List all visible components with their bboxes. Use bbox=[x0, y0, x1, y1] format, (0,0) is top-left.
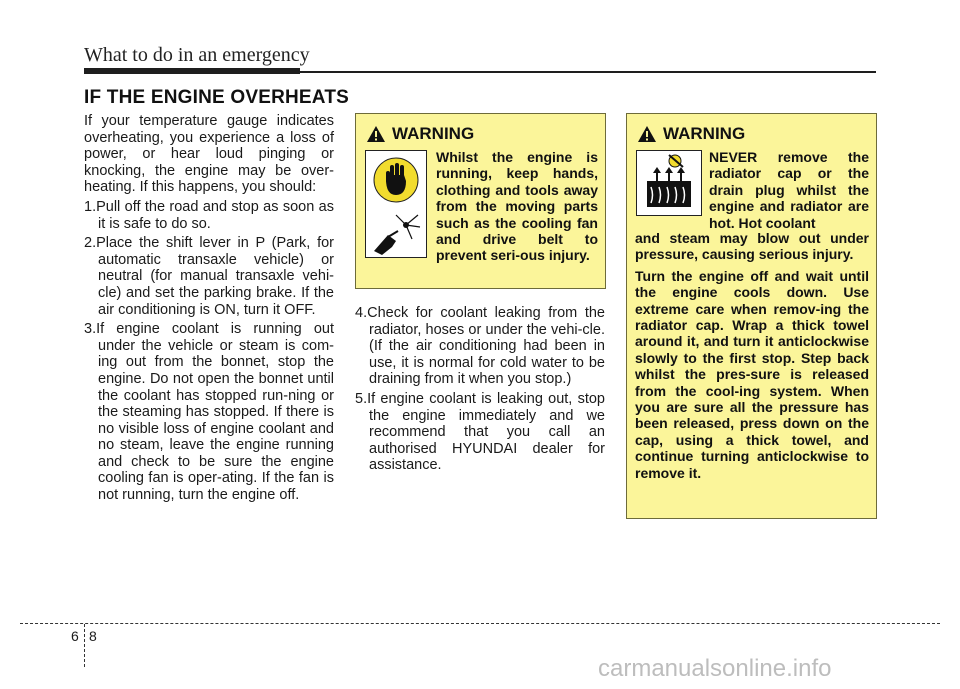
warning-header bbox=[366, 124, 474, 144]
step-5: 5.If engine coolant is leaking out, stop the engine immediately and we recommend that you call an authorised HYUNDAI dealer for assistance. bbox=[355, 390, 605, 474]
header-rule bbox=[84, 68, 876, 74]
header-rule-thick bbox=[84, 68, 300, 74]
footer-rule bbox=[20, 623, 940, 624]
warning-triangle-icon bbox=[637, 125, 657, 143]
page-chapter-number: 6 bbox=[71, 628, 79, 644]
warning-pictogram bbox=[365, 150, 427, 258]
warning-header bbox=[637, 124, 745, 144]
watermark: carmanualsonline.info bbox=[598, 655, 832, 682]
warning-text-top: NEVER remove the radiator cap or the drain plug whilst the engine and radiator are hot. Hot coolant bbox=[709, 149, 869, 231]
column-1 bbox=[84, 113, 334, 507]
warning-text-paragraph-2: Turn the engine off and wait until the engine cools down. Use extreme care when remov-ing the radiator cap. Wrap a thick towel around it, and turn it anticlockwise slowly to the first stop. Step back whilst the pres-sure is released from the cool-ing system. When you are sure all the pressure has been released, press down on the cap, using a thick towel, and continue turning anticlockwise to remove it. bbox=[635, 267, 869, 481]
warning-box-radiator-cap bbox=[626, 113, 877, 519]
warning-label: WARNING bbox=[392, 124, 475, 143]
warning-triangle-icon bbox=[366, 125, 386, 143]
fan-hand-icon bbox=[366, 211, 426, 257]
step-2: 2.Place the shift lever in P (Park, for automatic transaxle vehicle) or neutral (for manual transaxle vehi-cle) and set the parking brake. If the air conditioning is ON, turn it OFF. bbox=[84, 235, 334, 318]
page-number: 8 bbox=[89, 628, 97, 644]
warning-text: Whilst the engine is running, keep hands, clothing and tools away from the moving parts such as the cooling fan and drive belt to prevent seri-ous injury. bbox=[436, 149, 598, 264]
warning-pictogram bbox=[636, 150, 702, 216]
warning-text-bottom bbox=[635, 230, 869, 486]
header-rule-thin bbox=[300, 71, 876, 73]
stop-hand-icon bbox=[366, 151, 426, 211]
step-4: 4.Check for coolant leaking from the radiator, hoses or under the vehi-cle. (If the air conditioning had been in use, it is normal for cold water to be draining from it when you stop.) bbox=[355, 305, 605, 388]
column-2 bbox=[355, 305, 605, 477]
warning-label: WARNING bbox=[663, 124, 746, 143]
chapter-title: What to do in an emergency bbox=[84, 44, 310, 66]
intro-paragraph: If your temperature gauge indicates overheating, you experience a loss of power, or hear loud pinging or knocking, the engine may be over-heating. If this happens, you should: bbox=[84, 113, 334, 196]
warning-box-moving-parts bbox=[355, 113, 606, 289]
step-3: 3.If engine coolant is running out under the vehicle or steam is com-ing out from the bonnet, stop the engine. Do not open the bonnet until the coolant has stopped run-ning or the steaming has stopped. If there is no visible loss of engine coolant and no steam, leave the engine running and check to be sure the engine cooling fan is oper-ating. If the fan is not running, turn the engine off. bbox=[84, 321, 334, 504]
section-title: IF THE ENGINE OVERHEATS bbox=[84, 87, 349, 108]
footer-divider bbox=[84, 624, 85, 667]
hot-radiator-icon bbox=[637, 151, 701, 215]
warning-text-paragraph-1: and steam may blow out under pressure, causing serious injury. bbox=[635, 230, 869, 263]
step-1: 1.Pull off the road and stop as soon as it is safe to do so. bbox=[84, 198, 334, 232]
